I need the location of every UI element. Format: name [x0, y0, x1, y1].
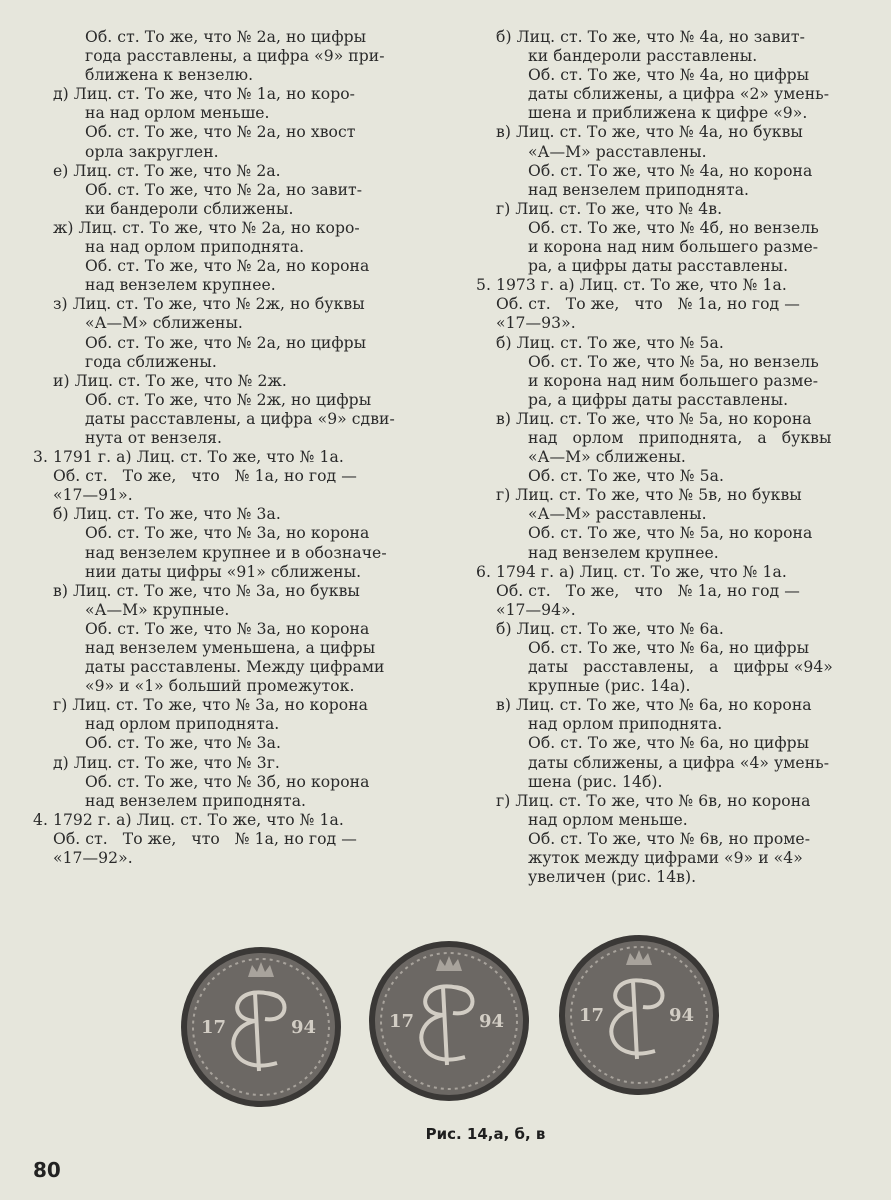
text-line: над вензелем уменьшена, а цифры — [85, 639, 376, 657]
text-line: 4. 1792 г. а) Лиц. ст. То же, что № 1а. — [33, 810, 344, 829]
text-line: жуток между цифрами «9» и «4» — [528, 849, 803, 868]
text-line: Об. ст. То же, что № 4а, но корона — [528, 161, 813, 180]
text-line: б) Лиц. ст. То же, что № 6а. — [496, 619, 724, 638]
text-line: ки бандероли сближены. — [85, 199, 294, 218]
text-line: Об. ст. То же, что № 3а, но корона — [85, 619, 370, 638]
text-line: 3. 1791 г. а) Лиц. ст. То же, что № 1а. — [33, 448, 344, 467]
text-line: увеличен (рис. 14в). — [528, 868, 697, 887]
text-line: Об. ст. То же, что № 1а, но год — — [53, 467, 357, 486]
text-line: над орлом меньше. — [528, 810, 688, 829]
text-line: Об. ст. То же, что № 2а, но корона — [85, 257, 370, 276]
coin-date-right: 94 — [669, 1005, 695, 1026]
text-line: «А—М» сближены. — [85, 314, 243, 333]
text-line: шена и приближена к цифре «9». — [528, 104, 808, 123]
coin-image-b — [364, 937, 534, 1102]
text-line: даты расставлены. Между цифрами — [85, 658, 385, 677]
text-line: в) Лиц. ст. То же, что № 3а, но буквы — [53, 581, 360, 600]
text-line: з) Лиц. ст. То же, что № 2ж, но буквы — [53, 295, 365, 314]
text-line: над вензелем приподнята. — [528, 180, 750, 199]
coin-date-left: 17 — [579, 1005, 605, 1026]
coin-date-left: 17 — [389, 1011, 415, 1032]
text-line: «А—М» расставлены. — [528, 505, 707, 524]
coin-image-a — [176, 943, 346, 1108]
coin-figure — [176, 925, 736, 1125]
text-line: ближена к вензелю. — [85, 66, 254, 85]
text-line: г) Лиц. ст. То же, что № 5в, но буквы — [496, 486, 802, 505]
text-line: даты сближены, а цифра «2» умень- — [528, 85, 830, 104]
text-line: над орлом приподнята, а буквы — [528, 428, 832, 447]
text-line: над вензелем крупнее. — [85, 276, 276, 295]
text-line: года расставлены, а цифра «9» при- — [85, 47, 385, 66]
text-line: и) Лиц. ст. То же, что № 2ж. — [53, 371, 287, 390]
text-line: Об. ст. То же, что № 6а, но цифры — [528, 734, 810, 753]
text-line: на над орлом меньше. — [85, 104, 270, 123]
text-line: и корона над ним большего разме- — [528, 371, 819, 390]
figure-caption — [0, 1125, 891, 1143]
text-line: крупные (рис. 14а). — [528, 677, 691, 696]
text-line: орла закруглен. — [85, 142, 219, 161]
text-line: даты расставлены, а цифры «94» — [528, 658, 833, 677]
text-line: Об. ст. То же, что № 5а, но вензель — [528, 352, 819, 371]
page-number: 80 — [33, 1158, 61, 1182]
text-line: даты расставлены, а цифра «9» сдви- — [85, 409, 395, 428]
text-line: Об. ст. То же, что № 2а, но хвост — [85, 123, 356, 142]
text-line: над орлом приподнята. — [528, 715, 723, 734]
text-line: Об. ст. То же, что № 5а, но корона — [528, 524, 813, 543]
text-line: г) Лиц. ст. То же, что № 6в, но корона — [496, 791, 811, 810]
text-line: «А—М» крупные. — [85, 600, 230, 619]
text-line: Об. ст. То же, что № 1а, но год — — [496, 581, 800, 600]
text-line: «17—92». — [53, 849, 133, 868]
text-line: д) Лиц. ст. То же, что № 1а, но коро- — [53, 85, 355, 104]
text-line: 5. 1973 г. а) Лиц. ст. То же, что № 1а. — [476, 276, 787, 295]
text-line: Об. ст. То же, что № 4б, но вензель — [528, 218, 819, 237]
text-line: б) Лиц. ст. То же, что № 4а, но завит- — [496, 28, 805, 46]
text-line: шена (рис. 14б). — [528, 772, 663, 791]
text-line: в) Лиц. ст. То же, что № 5а, но корона — [496, 409, 812, 428]
text-line: ки бандероли расставлены. — [528, 47, 758, 66]
text-line: Об. ст. То же, что № 1а, но год — — [53, 829, 357, 848]
text-line: над вензелем крупнее. — [528, 543, 719, 562]
text-line: ра, а цифры даты расставлены. — [528, 390, 789, 409]
text-line: е) Лиц. ст. То же, что № 2а. — [53, 161, 281, 180]
text-line: Об. ст. То же, что № 5а. — [528, 467, 724, 486]
text-line: нута от вензеля. — [85, 428, 223, 447]
text-line: на над орлом приподнята. — [85, 238, 305, 257]
text-line: Об. ст. То же, что № 2ж, но цифры — [85, 390, 372, 409]
text-line: Об. ст. То же, что № 2а, но цифры — [85, 333, 367, 352]
text-line: в) Лиц. ст. То же, что № 4а, но буквы — [496, 123, 803, 142]
text-line: над орлом приподнята. — [85, 715, 280, 734]
text-line: даты сближены, а цифра «4» умень- — [528, 753, 830, 772]
text-line: Об. ст. То же, что № 1а, но год — — [496, 295, 800, 314]
text-line: ра, а цифры даты расставлены. — [528, 257, 789, 276]
text-line: Об. ст. То же, что № 3а. — [85, 734, 281, 753]
text-line: «А—М» расставлены. — [528, 142, 707, 161]
text-line: Об. ст. То же, что № 3б, но корона — [85, 772, 370, 791]
text-line: Об. ст. То же, что № 4а, но цифры — [528, 66, 810, 85]
text-line: «17—94». — [496, 600, 576, 619]
text-line: в) Лиц. ст. То же, что № 6а, но корона — [496, 696, 812, 715]
text-line: «А—М» сближены. — [528, 448, 686, 467]
text-line: Об. ст. То же, что № 3а, но корона — [85, 524, 370, 543]
text-line: «9» и «1» больший промежуток. — [85, 677, 355, 696]
left-column — [33, 28, 443, 868]
text-line: и корона над ним большего разме- — [528, 238, 819, 257]
text-line: над вензелем крупнее и в обозначе- — [85, 543, 387, 562]
coin-date-left: 17 — [201, 1017, 227, 1038]
figure-caption-text: Рис. 14,а, б, в — [425, 1125, 546, 1143]
coin-image-c — [554, 931, 726, 1096]
coin-date-right: 94 — [291, 1017, 317, 1038]
text-line: над вензелем приподнята. — [85, 791, 307, 810]
right-column — [476, 28, 881, 887]
text-line: нии даты цифры «91» сближены. — [85, 562, 362, 581]
text-line: Об. ст. То же, что № 2а, но цифры — [85, 28, 367, 46]
coin-date-right: 94 — [479, 1011, 505, 1032]
text-line: Об. ст. То же, что № 6в, но проме- — [528, 829, 811, 848]
text-line: «17—93». — [496, 314, 576, 333]
text-line: б) Лиц. ст. То же, что № 3а. — [53, 505, 281, 524]
text-line: Об. ст. То же, что № 2а, но завит- — [85, 180, 363, 199]
text-line: д) Лиц. ст. То же, что № 3г. — [53, 753, 280, 772]
text-line: «17—91». — [53, 486, 133, 505]
text-line: Об. ст. То же, что № 6а, но цифры — [528, 639, 810, 657]
text-line: г) Лиц. ст. То же, что № 4в. — [496, 199, 723, 218]
text-line: б) Лиц. ст. То же, что № 5а. — [496, 333, 724, 352]
text-line: года сближены. — [85, 352, 217, 371]
text-line: г) Лиц. ст. То же, что № 3а, но корона — [53, 696, 369, 715]
text-line: 6. 1794 г. а) Лиц. ст. То же, что № 1а. — [476, 562, 787, 581]
text-line: ж) Лиц. ст. То же, что № 2а, но коро- — [53, 218, 360, 237]
